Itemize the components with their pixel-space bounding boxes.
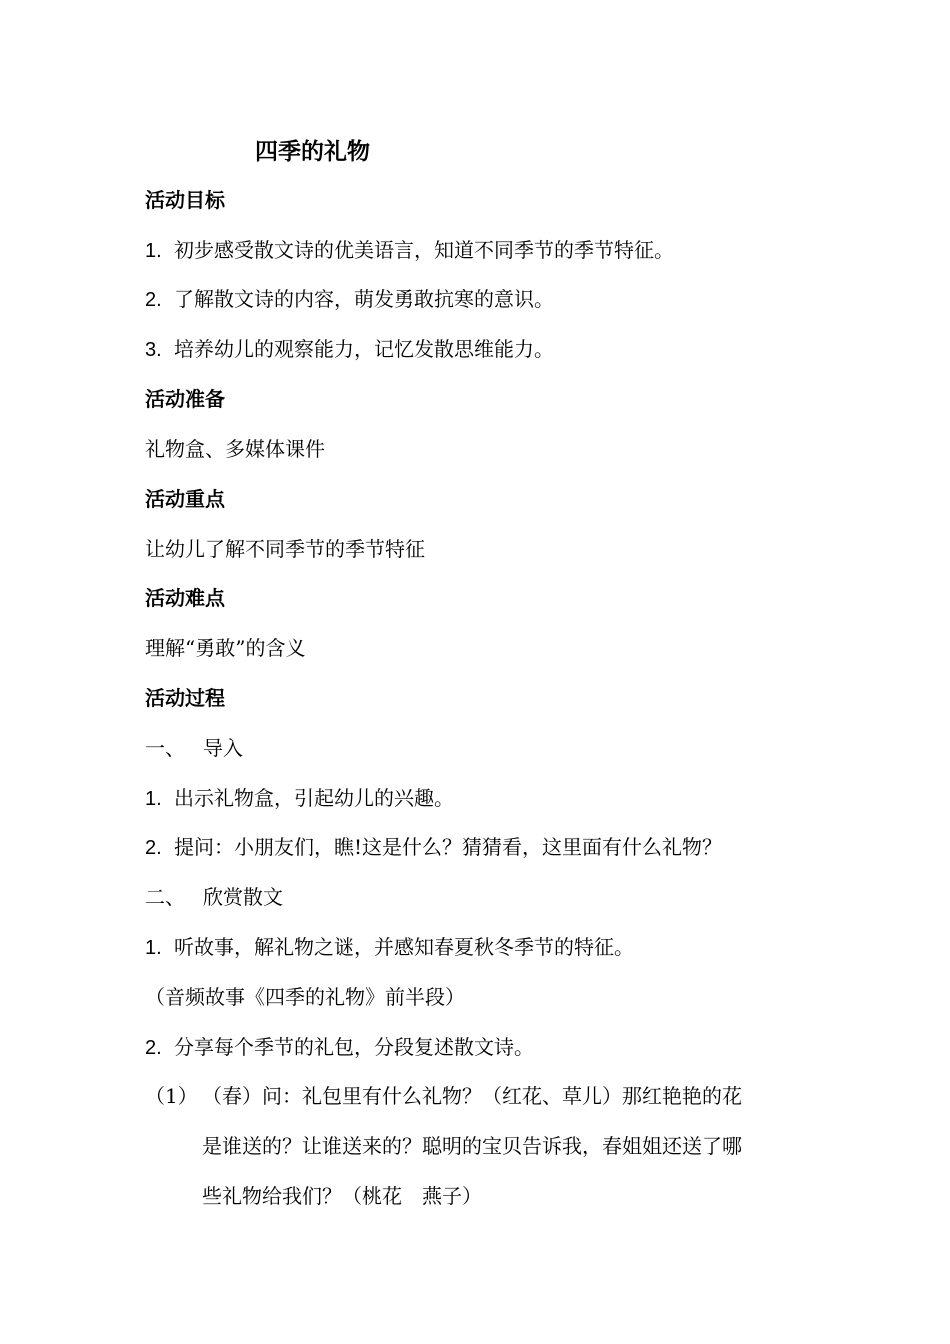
list-item bbox=[145, 833, 722, 862]
list-item bbox=[145, 1033, 534, 1062]
item-number: 1. bbox=[145, 788, 162, 810]
item-text: 了解散文诗的内容，萌发勇敢抗寒的意识。 bbox=[174, 287, 554, 311]
item-text: 听故事，解礼物之谜，并感知春夏秋冬季节的特征。 bbox=[174, 935, 634, 959]
item-number: 2. bbox=[145, 289, 162, 311]
preparation-text: 礼物盒、多媒体课件 bbox=[145, 437, 325, 461]
item-text: 初步感受散文诗的优美语言，知道不同季节的季节特征。 bbox=[174, 238, 674, 262]
process-part-1 bbox=[145, 734, 243, 762]
part-label: 导入 bbox=[203, 736, 243, 760]
page-title: 四季的礼物 bbox=[255, 139, 370, 165]
item-text: 出示礼物盒，引起幼儿的兴趣。 bbox=[174, 786, 454, 810]
sub-item-spring bbox=[145, 1082, 742, 1110]
list-item bbox=[145, 236, 674, 265]
part-number: 二、 bbox=[145, 885, 185, 909]
item-number: 1. bbox=[145, 240, 162, 262]
section-heading-preparation: 活动准备 bbox=[145, 387, 225, 411]
key-point-text: 让幼儿了解不同季节的季节特征 bbox=[145, 537, 425, 561]
part-number: 一、 bbox=[145, 736, 185, 760]
list-item bbox=[145, 784, 454, 813]
item-number: 2. bbox=[145, 837, 162, 859]
item-number: 2. bbox=[145, 1037, 162, 1059]
section-heading-process: 活动过程 bbox=[145, 686, 225, 710]
section-heading-goals: 活动目标 bbox=[145, 188, 225, 212]
item-number: 3. bbox=[145, 339, 162, 361]
difficulty-text: 理解“勇敢”的含义 bbox=[145, 636, 306, 660]
section-heading-difficulty: 活动难点 bbox=[145, 586, 225, 610]
sub-item-text-line-3: 些礼物给我们？（桃花 燕子） bbox=[202, 1184, 482, 1208]
item-text: 提问：小朋友们，瞧!这是什么？猜猜看，这里面有什么礼物？ bbox=[174, 835, 723, 859]
section-heading-key-point: 活动重点 bbox=[145, 487, 225, 511]
item-text: 分享每个季节的礼包，分段复述散文诗。 bbox=[174, 1035, 534, 1059]
process-part-2 bbox=[145, 883, 283, 911]
sub-item-text-line-2: 是谁送的？让谁送来的？聪明的宝贝告诉我，春姐姐还送了哪 bbox=[202, 1134, 742, 1158]
item-number: 1. bbox=[145, 937, 162, 959]
sub-item-number: （1） bbox=[145, 1084, 198, 1108]
list-item bbox=[145, 285, 554, 314]
list-item bbox=[145, 335, 554, 364]
part-label: 欣赏散文 bbox=[203, 885, 283, 909]
list-item bbox=[145, 933, 634, 962]
item-text: 培养幼儿的观察能力，记忆发散思维能力。 bbox=[174, 337, 554, 361]
audio-note: （音频故事《四季的礼物》前半段） bbox=[145, 985, 465, 1009]
sub-item-text-line-1: （春）问：礼包里有什么礼物？（红花、草儿）那红艳艳的花 bbox=[202, 1084, 742, 1108]
